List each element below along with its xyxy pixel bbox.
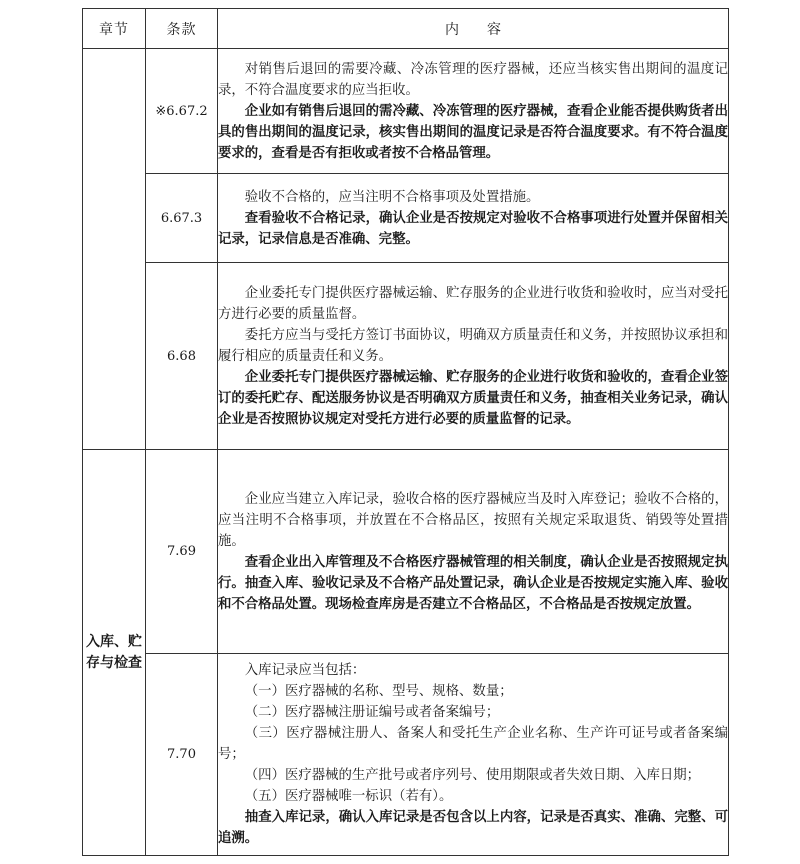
table-row [83,450,729,654]
content-paragraph: 入库记录应当包括： [244,663,366,678]
clause-number: 7.69 [146,450,218,654]
inspection-paragraph: 企业委托专门提供医疗器械运输、贮存服务的企业进行收货和验收的，查看企业签订的委托贮存、配送服务协议是否明确双方质量责任和义务，抽查相关业务记录，确认企业是否按照协议规定对受托方进行必要的质量监督的记录。 [218,368,728,427]
inspection-paragraph: 查看验收不合格记录，确认企业是否按规定对验收不合格事项进行处置并保留相关记录，记录信息是否准确、完整。 [218,209,728,247]
header-chapter: 章节 [83,9,146,49]
table-row [83,654,729,856]
content-paragraph: 验收不合格的，应当注明不合格事项及处置措施。 [244,189,540,205]
header-content: 内容 [218,9,729,49]
list-item: （二）医疗器械注册证编号或者备案编号； [244,705,500,720]
clause-number: ※6.67.2 [146,49,218,174]
clause-content [218,174,729,263]
clause-content [218,450,729,654]
chapter-label: 入库、贮存与检查 [83,450,146,856]
content-paragraph: 企业委托专门提供医疗器械运输、贮存服务的企业进行收货和验收时，应当对受托方进行必要的质量监督。 [218,285,728,322]
list-item: （四）医疗器械的生产批号或者序列号、使用期限或者失效日期、入库日期； [244,768,701,783]
clause-number: 7.70 [146,654,218,856]
table-row [83,49,729,174]
header-clause: 条款 [146,9,218,49]
list-item: （三）医疗器械注册人、备案人和受托生产企业名称、生产许可证号或者备案编号； [218,726,728,762]
inspection-paragraph: 抽查入库记录，确认入库记录是否包含以上内容，记录是否真实、准确、完整、可追溯。 [218,809,728,846]
clause-number: 6.68 [146,263,218,450]
table-row [83,263,729,450]
inspection-paragraph: 企业如有销售后退回的需冷藏、冷冻管理的医疗器械，查看企业能否提供购货者出具的售出期间的温度记录，核实售出期间的温度记录是否符合温度要求。有不符合温度要求的，查看是否有拒收或者按不合格品管理。 [218,102,728,161]
list-item: （五）医疗器械唯一标识（若有）。 [244,789,453,804]
table-row [83,174,729,263]
clause-content [218,49,729,174]
table-header-row [83,9,729,49]
content-paragraph: 企业应当建立入库记录，验收合格的医疗器械应当及时入库登记；验收不合格的，应当注明不合格事项，并放置在不合格品区，按照有关规定采取退货、销毁等处置措施。 [218,491,728,549]
list-item: （一）医疗器械的名称、型号、规格、数量； [244,684,513,699]
inspection-paragraph: 查看企业出入库管理及不合格医疗器械管理的相关制度，确认企业是否按照规定执行。抽查入库、验收记录及不合格产品处置记录，确认企业是否按规定实施入库、验收和不合格品处置。现场检查库房是否建立不合格品区，不合格品是否按规定放置。 [218,553,728,612]
clause-content [218,263,729,450]
chapter-cell-empty [83,49,146,450]
content-paragraph: 对销售后退回的需要冷藏、冷冻管理的医疗器械，还应当核实售出期间的温度记录，不符合温度要求的应当拒收。 [218,61,728,98]
clause-content [218,654,729,856]
clause-number: 6.67.3 [146,174,218,263]
regulation-table [82,8,729,856]
content-paragraph: 委托方应当与受托方签订书面协议，明确双方质量责任和义务，并按照协议承担和履行相应的质量责任和义务。 [218,327,728,364]
